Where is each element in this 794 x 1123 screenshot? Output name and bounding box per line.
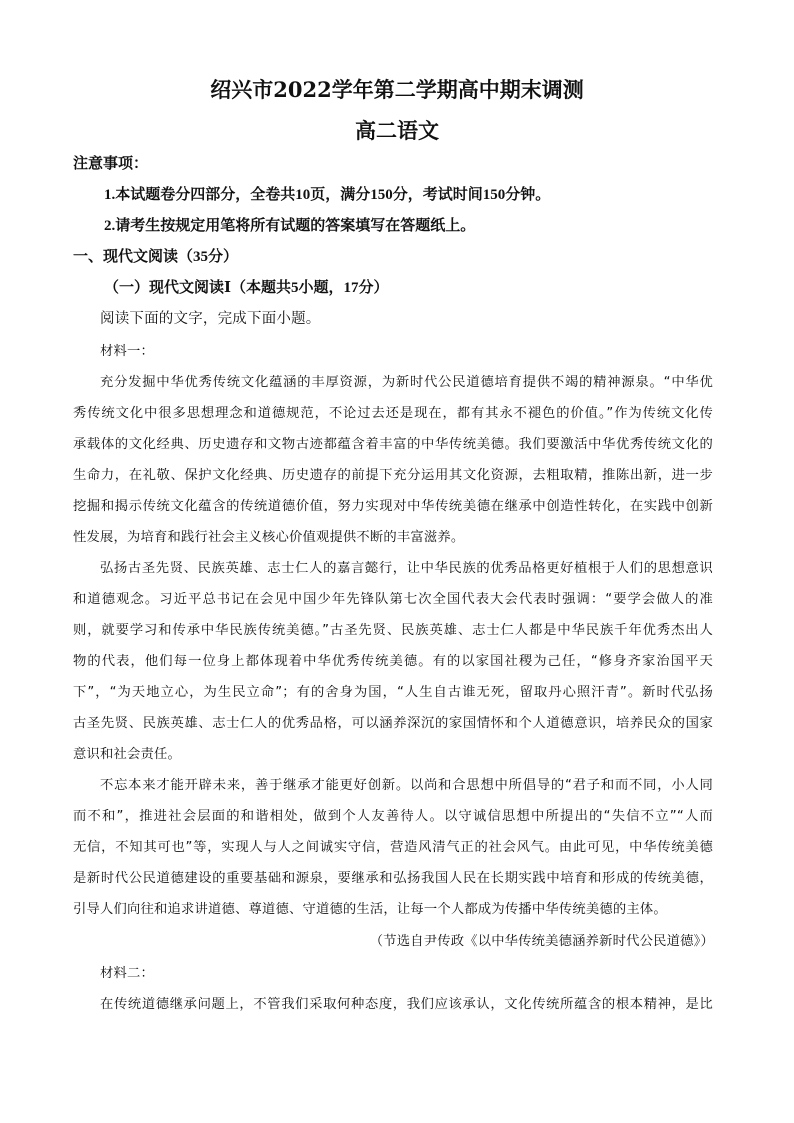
notice-heading: 注意事项： <box>73 156 149 172</box>
material-1-line: 下”，“为天地立心，为生民立命”；有的舍身为国，“人生自古谁无死，留取丹心照汗青”。新时代弘扬 <box>73 685 713 700</box>
exam-title: 绍兴市2022学年第二学期高中期末调测 <box>210 77 584 102</box>
material-1-line: 无信，不知其可也”等，实现人与人之间诚实守信，营造风清气正的社会风气。由此可见，中华传统美德 <box>73 840 713 855</box>
material-1-line: 承载体的文化经典、历史遗存和文物古迹都蕴含着丰富的中华传统美德。我们要激活中华优秀传统文化的 <box>73 437 713 452</box>
material-1-line: 弘扬古圣先贤、民族英雄、志士仁人的嘉言懿行，让中华民族的优秀品格更好植根于人们的思想意识 <box>100 561 713 576</box>
material-1-line: 性发展，为培育和践行社会主义核心价值观提供不断的丰富滋养。 <box>73 530 465 545</box>
exam-subject: 高二语文 <box>355 118 439 143</box>
material-1-line: 秀传统文化中很多思想理念和道德规范，不论过去还是现在，都有其永不褪色的价值。”作为传统文化传 <box>73 406 713 421</box>
material-2-label: 材料二： <box>100 966 154 981</box>
material-1-line: 挖掘和揭示传统文化蕴含的传统道德价值，努力实现对中华传统美德在继承中创造性转化，在实践中创新 <box>73 499 713 514</box>
material-1-line: 是新时代公民道德建设的重要基础和源泉，要继承和弘扬我国人民在长期实践中培育和形成的传统美德， <box>73 871 713 886</box>
instruction-text: 阅读下面的文字，完成下面小题。 <box>100 311 321 327</box>
material-2-line: 在传统道德继承问题上，不管我们采取何种态度，我们应该承认，文化传统所蕴含的根本精神，是比 <box>100 997 713 1012</box>
material-1-line: 和道德观念。习近平总书记在会见中国少年先锋队第七次全国代表大会代表时强调：“要学会做人的准 <box>73 592 713 607</box>
material-1-line: 物的代表，他们每一位身上都体现着中华优秀传统美德。有的以家国社稷为己任，“修身齐家治国平天 <box>73 654 713 669</box>
section-heading: 一、现代文阅读（35分） <box>73 249 239 265</box>
material-1-line: 不忘本来才能开辟未来，善于继承才能更好创新。以尚和合思想中所倡导的“君子和而不同，小人同 <box>100 778 713 793</box>
notice-item-1: 1.本试题卷分四部分，全卷共10页，满分150分，考试时间150分钟。 <box>104 187 551 203</box>
material-1-label: 材料一： <box>100 344 154 359</box>
section-subheading: （一）现代文阅读Ⅰ（本题共5小题，17分） <box>104 280 389 296</box>
material-1-line: 古圣先贤、民族英雄、志士仁人的优秀品格，可以涵养深沉的家国情怀和个人道德意识，培养民众的国家 <box>73 716 713 731</box>
material-1-line: 生命力，在礼敬、保护文化经典、历史遗存的前提下充分运用其文化资源，去粗取精，推陈出新，进一步 <box>73 468 713 483</box>
material-1-line: 引导人们向往和追求讲道德、尊道德、守道德的生活，让每一个人都成为传播中华传统美德的主体。 <box>73 902 667 917</box>
material-1-source: （节选自尹传政《以中华传统美德涵养新时代公民道德》） <box>369 934 714 949</box>
material-1-line: 充分发掘中华优秀传统文化蕴涵的丰厚资源，为新时代公民道德培育提供不竭的精神源泉。“中华优 <box>100 375 713 390</box>
material-1-line: 而不和”，推进社会层面的和谐相处，做到个人友善待人。以守诚信思想中所提出的“失信不立”“人而 <box>73 809 713 824</box>
material-1-line: 意识和社会责任。 <box>73 747 181 762</box>
material-1-line: 则，就要学习和传承中华民族传统美德。”古圣先贤、民族英雄、志士仁人都是中华民族千年优秀杰出人 <box>73 623 713 638</box>
notice-item-2: 2.请考生按规定用笔将所有试题的答案填写在答题纸上。 <box>104 218 476 234</box>
